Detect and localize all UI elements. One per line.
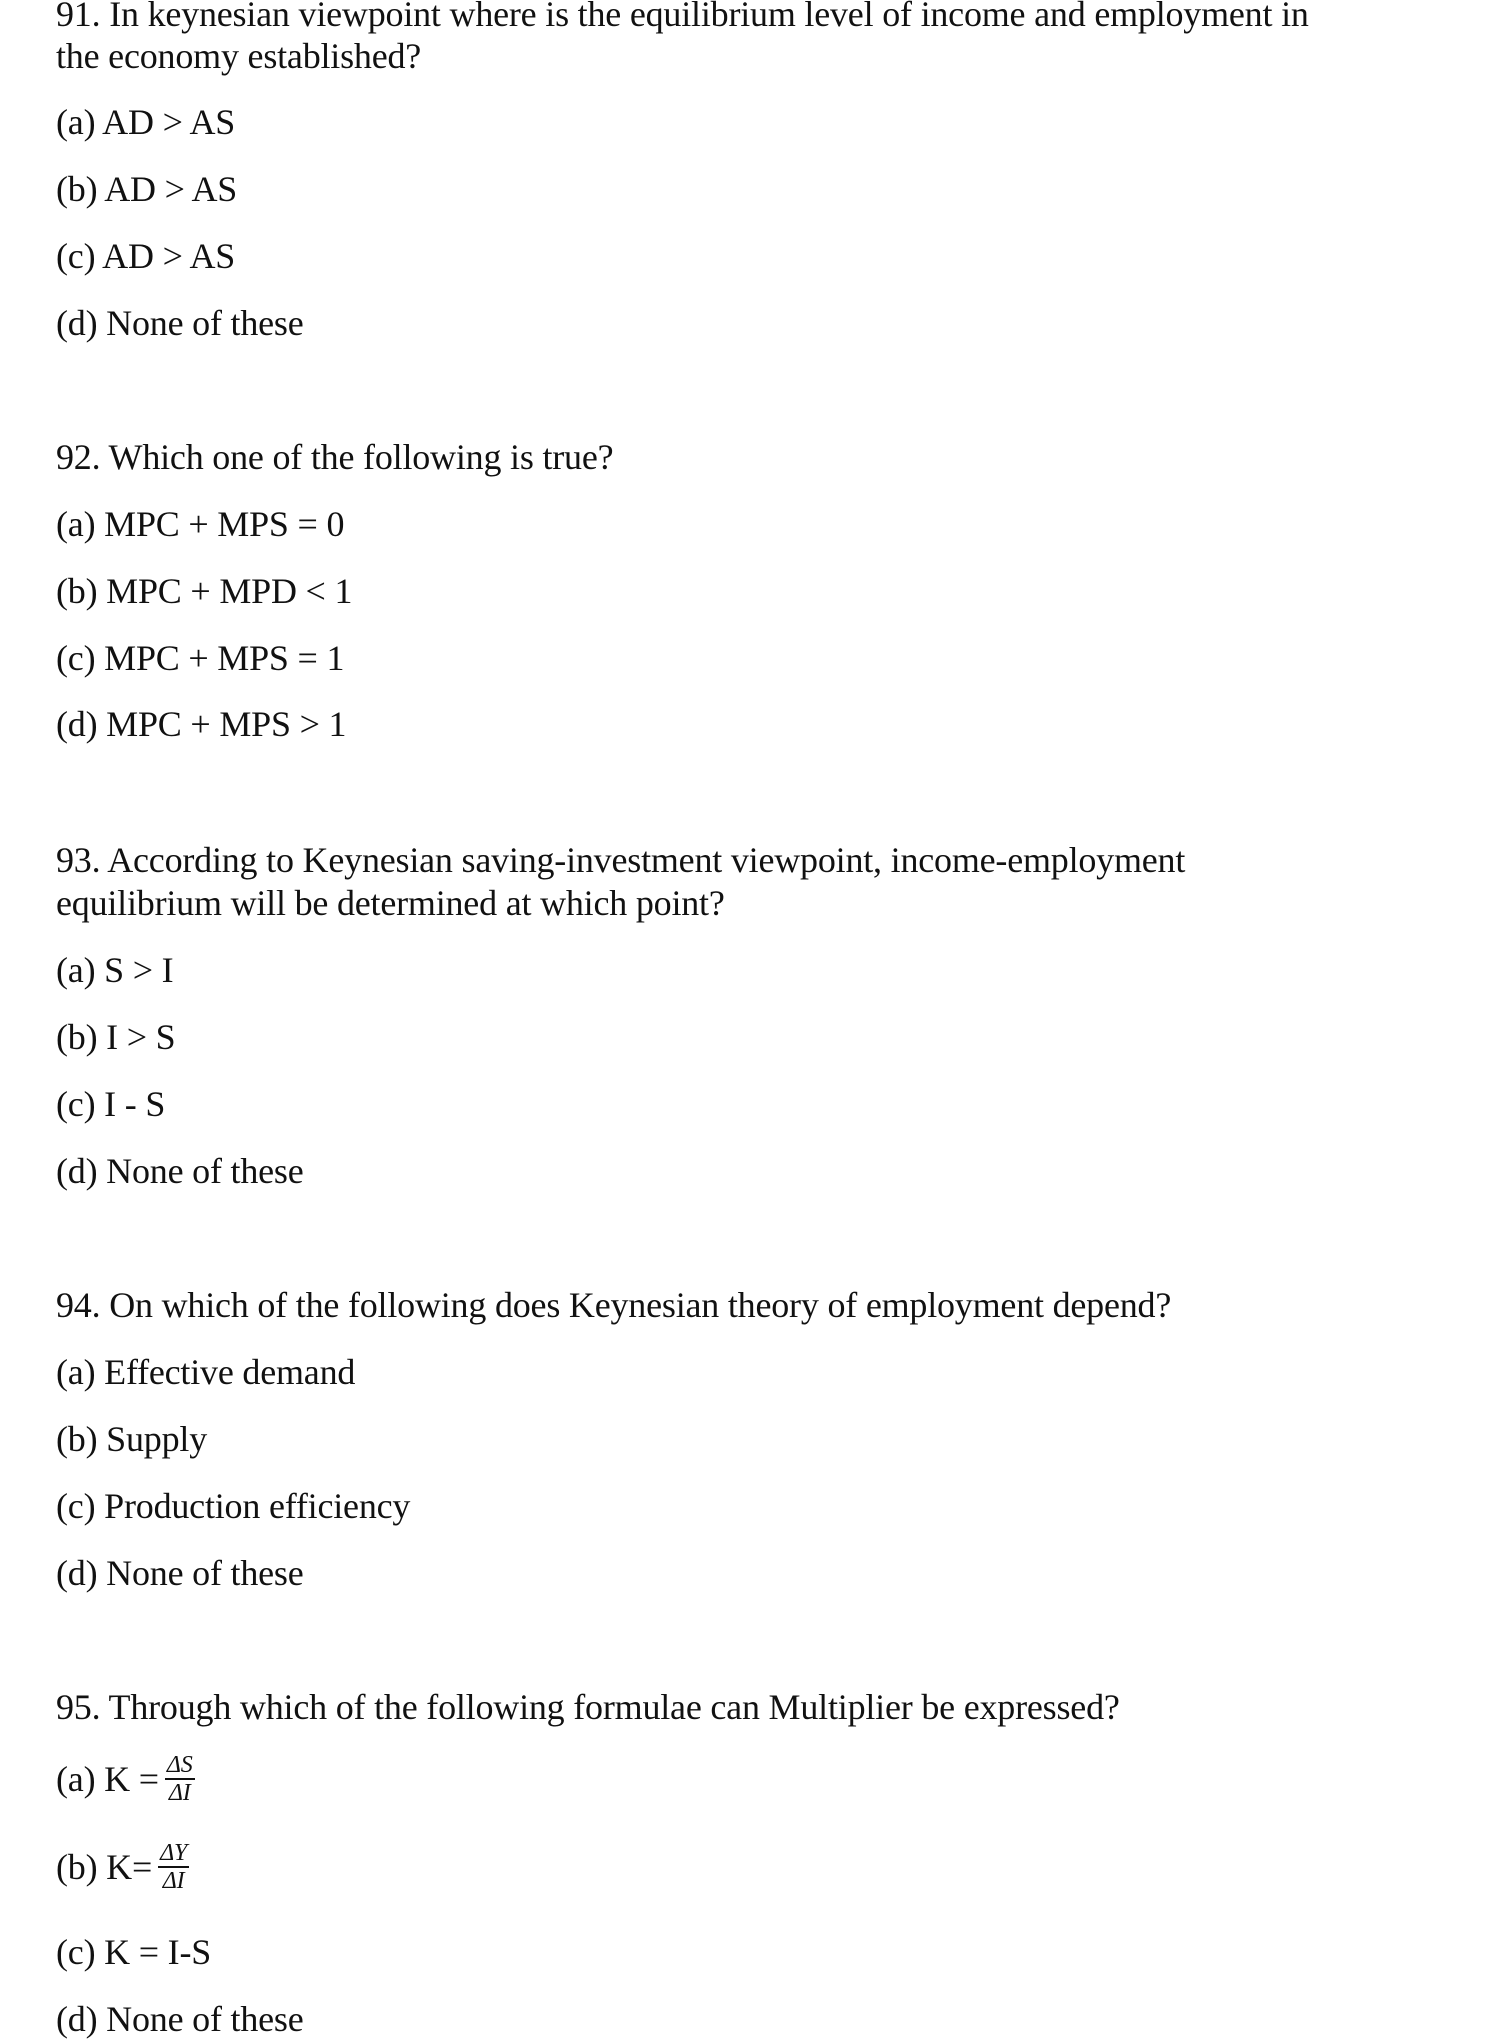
- question-92-text: 92. Which one of the following is true?: [56, 437, 614, 477]
- question-93-option-c: (c) I - S: [56, 1084, 166, 1124]
- question-95-option-a: [56, 1752, 195, 1806]
- option-b-prefix: (b) K=: [56, 1847, 153, 1887]
- question-95-text: 95. Through which of the following formulae can Multiplier be expressed?: [56, 1687, 1120, 1727]
- question-94-option-c: (c) Production efficiency: [56, 1486, 411, 1526]
- question-95-option-c: (c) K = I-S: [56, 1932, 212, 1972]
- question-94-option-a: (a) Effective demand: [56, 1352, 356, 1392]
- question-94-option-d: (d) None of these: [56, 1553, 304, 1593]
- question-95-option-b: [56, 1840, 189, 1894]
- question-93-option-d: (d) None of these: [56, 1151, 304, 1191]
- question-91-option-c: (c) AD > AS: [56, 236, 236, 276]
- question-94-text: 94. On which of the following does Keynesian theory of employment depend?: [56, 1285, 1172, 1325]
- question-91-option-d: (d) None of these: [56, 303, 304, 343]
- question-92-option-d: (d) MPC + MPS > 1: [56, 704, 347, 744]
- question-93-text-line1: 93. According to Keynesian saving-investment viewpoint, income-employment: [56, 840, 1186, 880]
- question-92-option-b: (b) MPC + MPD < 1: [56, 571, 353, 611]
- fraction-denominator: ΔI: [162, 1868, 185, 1894]
- question-93-option-a: (a) S > I: [56, 950, 174, 990]
- question-93-text-line2: equilibrium will be determined at which point?: [56, 883, 725, 923]
- question-91-option-a: (a) AD > AS: [56, 102, 236, 142]
- question-91-option-b: (b) AD > AS: [56, 169, 238, 209]
- question-94-option-b: (b) Supply: [56, 1419, 208, 1459]
- fraction-denominator: ΔI: [168, 1780, 191, 1806]
- question-92-option-c: (c) MPC + MPS = 1: [56, 638, 345, 678]
- question-91-text-line1: 91. In keynesian viewpoint where is the equilibrium level of income and employment in: [56, 0, 1309, 34]
- fraction-numerator: ΔS: [166, 1752, 193, 1778]
- fraction-delta-y-over-delta-i: [158, 1840, 189, 1894]
- question-91-text-line2: the economy established?: [56, 36, 422, 76]
- question-95-option-d: (d) None of these: [56, 1999, 304, 2039]
- fraction-delta-s-over-delta-i: [165, 1752, 195, 1806]
- question-93-option-b: (b) I > S: [56, 1017, 176, 1057]
- option-a-prefix: (a) K =: [56, 1759, 159, 1799]
- question-92-option-a: (a) MPC + MPS = 0: [56, 504, 345, 544]
- fraction-numerator: ΔY: [160, 1840, 188, 1866]
